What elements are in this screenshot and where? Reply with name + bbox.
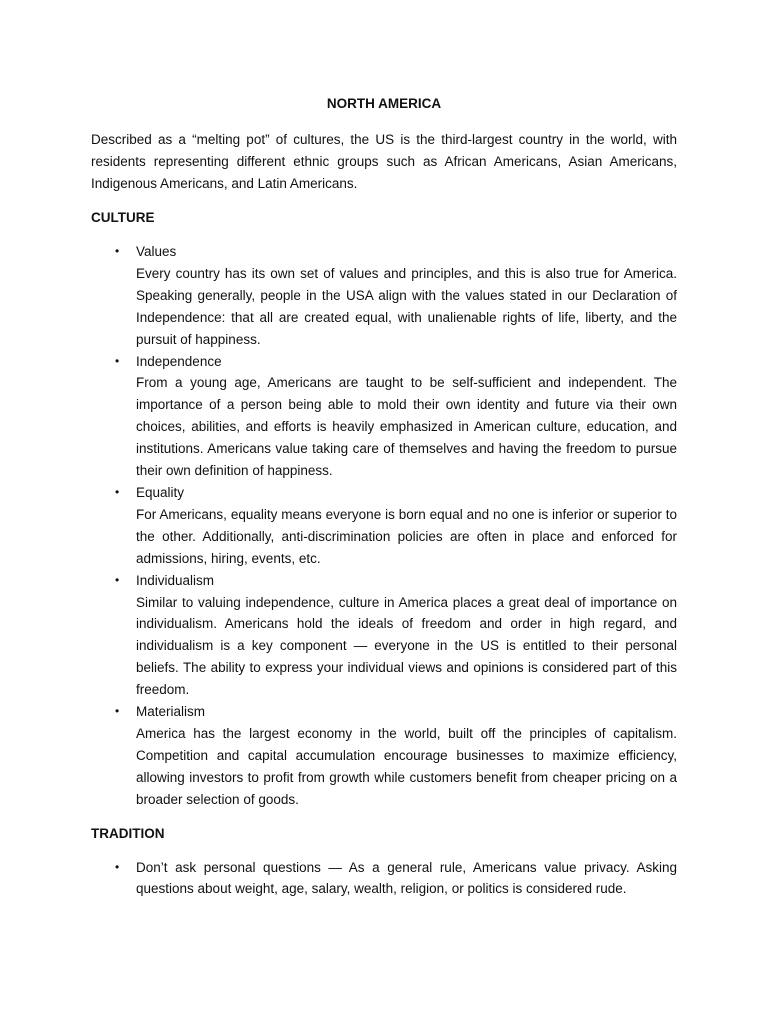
list-item [91,482,677,570]
list-item [91,241,677,351]
bullet-icon: • [115,572,120,587]
item-body-materialism: America has the largest economy in the world, built off the principles of capitalism. Competition and capital accumulation encourage businesses to maximize efficiency, allowing investors to profit from growth while customers benefit from cheaper pricing on a broader selection of goods. [136,725,677,807]
item-title-materialism: Materialism [136,704,206,720]
item-body-equality: For Americans, equality means everyone is born equal and no one is inferior or superior to the other. Additionally, anti-discrimination policies are often in place and enforced for admissions, hiring, events, etc. [136,506,677,566]
tradition-item-personal-questions: Don’t ask personal questions — As a general rule, Americans value privacy. Asking questions about weight, age, salary, wealth, religion, or politics is considered rude. [136,859,677,897]
intro-paragraph: Described as a “melting pot” of cultures, the US is the third-largest country in the world, with residents representing different ethnic groups such as African Americans, Asian Americans, Indigenous Americans, and Latin Americans. [91,132,677,191]
bullet-icon: • [115,859,120,874]
item-title-equality: Equality [136,484,185,500]
list-item [91,857,677,901]
bullet-icon: • [115,353,120,368]
item-title-values: Values [136,244,177,259]
list-item [91,351,677,482]
culture-list [91,241,677,811]
list-item [91,570,677,701]
list-item [91,701,677,811]
tradition-list [91,857,677,901]
item-body-independence: From a young age, Americans are taught to be self-sufficient and independent. The importance of a person being able to mold their own identity and future via their own choices, abilities, and efforts is heavily emphasized in American culture, education, and institutions. Americans value taking care of themselves and having the freedom to pursue their own definition of happiness. [136,375,677,479]
page-title: NORTH AMERICA [326,96,442,111]
bullet-icon: • [115,244,120,258]
bullet-icon: • [115,484,120,499]
item-body-values: Every country has its own set of values and principles, and this is also true for America. Speaking generally, people in the USA align with the values stated in our Declaration of Independence: that all are created equal, with unalienable rights of life, liberty, and the pursuit of happiness. [136,265,677,347]
item-body-individualism: Similar to valuing independence, culture in America places a great deal of importance on individualism. Americans hold the ideals of freedom and order in high regard, and individualism is a key component — everyone in the US is entitled to their personal beliefs. The ability to express your individual views and opinions is considered part of this freedom. [136,594,677,698]
culture-heading: CULTURE [91,210,155,225]
bullet-icon: • [115,704,120,719]
item-title-independence: Independence [136,353,222,369]
tradition-heading: TRADITION [91,825,165,841]
item-title-individualism: Individualism [136,572,215,588]
